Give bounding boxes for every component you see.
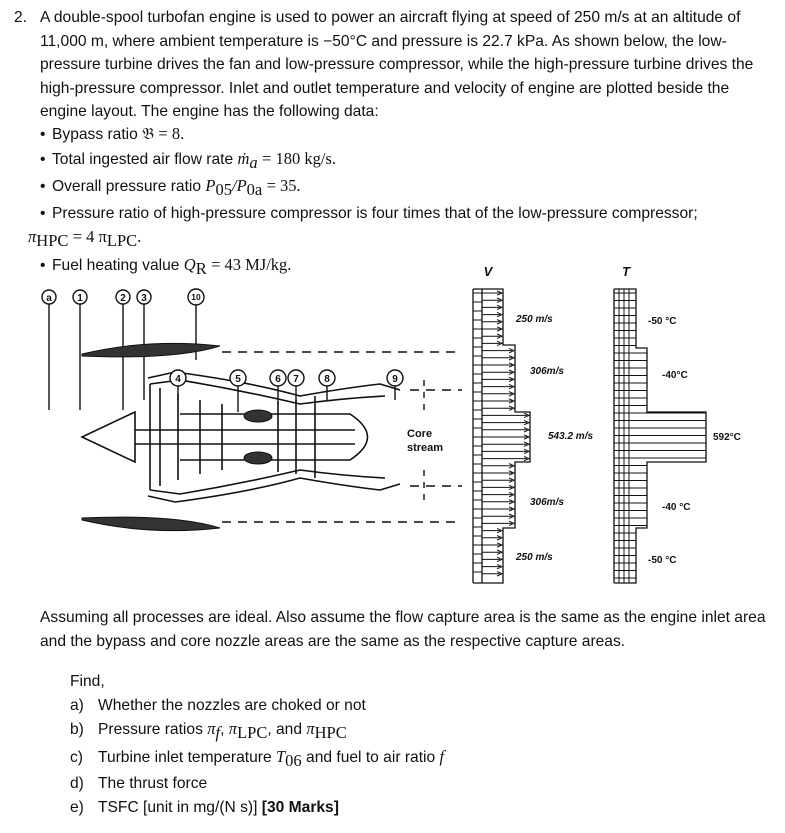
station-6-label: 6 xyxy=(275,374,281,385)
v-label-core: 543.2 m/s xyxy=(548,431,594,442)
v-label-bypass-bottom: 306m/s xyxy=(530,497,564,508)
combustor-top xyxy=(244,410,272,422)
core-inner-bottom xyxy=(150,470,385,494)
assumptions-text: Assuming all processes are ideal. Also assume the flow capture area is the same as the engine inlet area and the bypass and core nozzle areas are the same as the respective capture areas. xyxy=(40,609,766,650)
station-3-label: 3 xyxy=(141,293,147,304)
core-label-line2: stream xyxy=(407,442,444,454)
question-number: 2. xyxy=(14,9,28,26)
core-label-line1: Core xyxy=(407,428,433,440)
station-5-label: 5 xyxy=(235,374,241,385)
v-label-inlet-bottom: 250 m/s xyxy=(516,552,553,563)
intro-text: A double-spool turbofan engine is used to power an aircraft flying at speed of 250 m/s at an altitude of 11,000 m, where ambient temperature is −50°C and pressure is 22.7 kPa. As shown below, the low-pressure turbine drives the fan and low-pressure compressor, while the high-pressure turbine drives the high-pressure compressor. Inlet and outlet temperature and velocity of engine are plotted beside the engine layout. The engine has the following data: xyxy=(40,9,754,120)
core-casing-bottom xyxy=(148,478,400,502)
station-8-label: 8 xyxy=(324,374,330,385)
station-7-label: 7 xyxy=(293,374,299,385)
t-label-bypass-bottom: -40 °C xyxy=(662,502,691,513)
v-label-inlet-top: 250 m/s xyxy=(516,314,553,325)
hpc-equation: $\pi_{HPC} = 4$ $\pi_{LPC}$. xyxy=(28,227,142,251)
v-label-bypass-top: 306m/s xyxy=(530,366,564,377)
find-item-e: e) TSFC [unit in mg/(N s)] [30 Marks] xyxy=(70,798,339,816)
core-inner-top xyxy=(150,380,385,404)
station-10-label: 10 xyxy=(191,292,201,302)
data-bullet-list xyxy=(28,122,780,280)
nacelle-bottom xyxy=(82,517,220,531)
exit-plug xyxy=(318,414,368,460)
t-label-inlet-bottom: -50 °C xyxy=(648,555,677,566)
velocity-header: V xyxy=(483,264,493,279)
t-label-inlet-top: -50 °C xyxy=(648,316,677,327)
find-item-b: b) Pressure ratios $\pi_f$, $\pi_{LPC}$, and $\pi_{HPC}$ xyxy=(70,719,347,743)
bullet-overall-pressure-ratio: • Overall pressure ratio $P_{05}/P_{0a} = 35$. xyxy=(40,176,301,200)
temperature-bars xyxy=(614,289,706,583)
station-2-label: 2 xyxy=(120,293,126,304)
find-list xyxy=(70,670,770,819)
temperature-header: T xyxy=(622,264,630,279)
find-item-a: a) Whether the nozzles are choked or not xyxy=(70,696,366,714)
combustor-bottom xyxy=(244,452,272,464)
find-item-d: d) The thrust force xyxy=(70,775,208,793)
engine-diagram xyxy=(0,262,785,592)
station-a-label: a xyxy=(46,293,52,304)
velocity-profile xyxy=(473,289,530,583)
t-label-core: 592°C xyxy=(713,432,741,443)
bullet-hpc-ratio: • Pressure ratio of high-pressure compressor is four times that of the low-pressure compressor; xyxy=(40,204,698,222)
engine-diagram-svg xyxy=(0,262,785,592)
bullet-fuel-heating-value: • Fuel heating value $Q_R = 43$ MJ/kg. xyxy=(40,254,292,278)
spinner-cone xyxy=(82,412,135,462)
nacelle-top xyxy=(82,343,220,357)
station-4-label: 4 xyxy=(175,374,181,385)
station-1-label: 1 xyxy=(77,293,83,304)
bullet-airflow: • Total ingested air flow rate ṁ$_a$ = 180 kg/s. xyxy=(40,148,336,172)
t-label-bypass-top: -40°C xyxy=(662,370,688,381)
problem-intro xyxy=(14,6,774,124)
bullet-bypass-ratio: • Bypass ratio 𝔅 = 8. xyxy=(40,124,185,143)
find-item-c: c) Turbine inlet temperature $T_{06}$ and fuel to air ratio f xyxy=(70,746,445,770)
station-9-label: 9 xyxy=(392,374,398,385)
find-heading: Find, xyxy=(70,673,105,690)
